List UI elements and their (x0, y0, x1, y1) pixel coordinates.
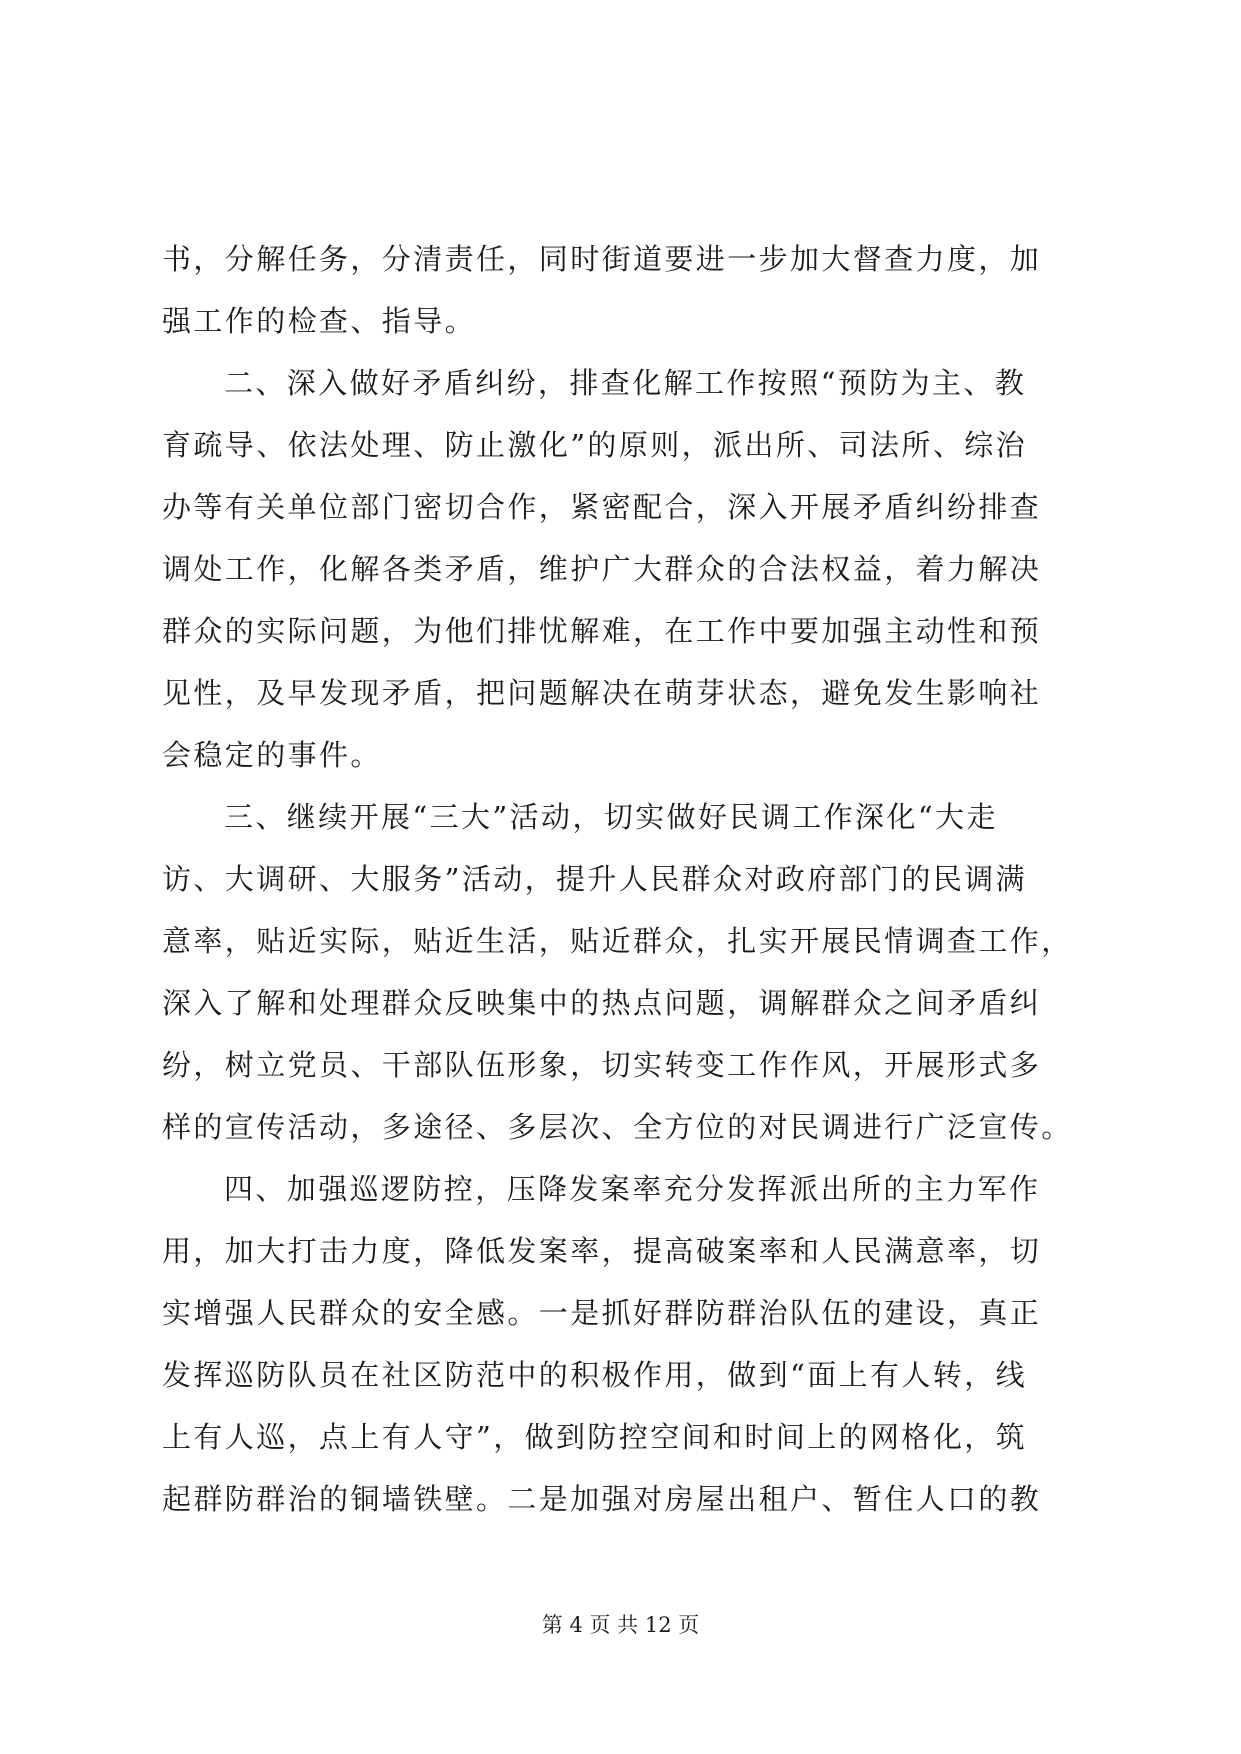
text-line: 实增强人民群众的安全感。一是抓好群防群治队伍的建设，真正 (162, 1296, 1042, 1330)
text-line: 意率，贴近实际，贴近生活，贴近群众，扎实开展民情调查工作， (162, 924, 1073, 958)
text-line: 四、加强巡逻防控，压降发案率充分发挥派出所的主力军作 (224, 1172, 1041, 1206)
text-line: 群众的实际问题，为他们排忧解难，在工作中要加强主动性和预 (162, 614, 1042, 648)
text-line: 用，加大打击力度，降低发案率，提高破案率和人民满意率，切 (162, 1234, 1042, 1268)
text-line: 育疏导、依法处理、防止激化”的原则，派出所、司法所、综治 (162, 428, 1028, 462)
text-line: 纷，树立党员、干部队伍形象，切实转变工作作风，开展形式多 (162, 1048, 1042, 1082)
text-line: 三、继续开展“三大”活动，切实做好民调工作深化“大走 (224, 800, 998, 834)
body-text (162, 228, 1082, 1530)
text-line: 访、大调研、大服务”活动，提升人民群众对政府部门的民调满 (162, 862, 1028, 896)
page-footer: 第 4 页 共 12 页 (541, 1613, 700, 1637)
text-line: 上有人巡，点上有人守”，做到防控空间和时间上的网格化，筑 (162, 1420, 1028, 1454)
text-line: 样的宣传活动，多途径、多层次、全方位的对民调进行广泛宣传。 (162, 1110, 1073, 1144)
text-line: 二、深入做好矛盾纠纷，排查化解工作按照“预防为主、教 (224, 366, 1027, 400)
text-line: 书，分解任务，分清责任，同时街道要进一步加大督查力度，加 (162, 242, 1042, 276)
text-line: 起群防群治的铜墙铁壁。二是加强对房屋出租户、暂住人口的教 (162, 1482, 1042, 1516)
text-line: 会稳定的事件。 (162, 738, 382, 772)
text-line: 发挥巡防队员在社区防范中的积极作用，做到“面上有人转，线 (162, 1358, 1028, 1392)
text-line: 强工作的检查、指导。 (162, 304, 477, 338)
text-line: 调处工作，化解各类矛盾，维护广大群众的合法权益，着力解决 (162, 552, 1042, 586)
text-line: 办等有关单位部门密切合作，紧密配合，深入开展矛盾纠纷排查 (162, 490, 1042, 524)
text-line: 见性，及早发现矛盾，把问题解决在萌芽状态，避免发生影响社 (162, 676, 1042, 710)
text-line: 深入了解和处理群众反映集中的热点问题，调解群众之间矛盾纠 (162, 986, 1042, 1020)
